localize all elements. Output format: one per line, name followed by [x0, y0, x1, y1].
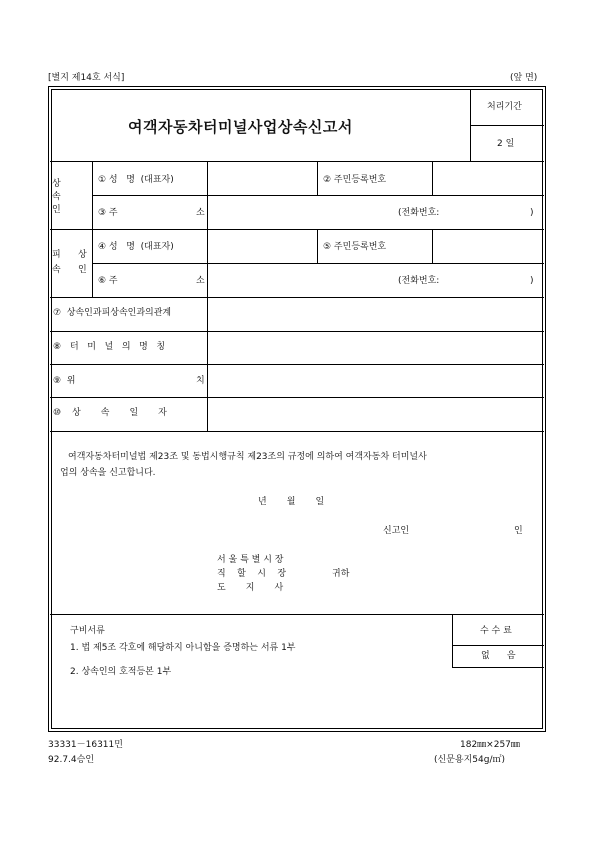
inheritor-label-2: 속 [52, 192, 61, 202]
decedent-phone-close: ) [530, 276, 534, 286]
inheritor-address-label-end: 소 [196, 208, 205, 218]
terminal-name-number: ⑧ [53, 342, 62, 352]
fee-label: 수 수 료 [480, 626, 512, 636]
authority-seoul: 서 울 특 별 시 장 [217, 555, 284, 565]
decedent-label-2: 속 [52, 265, 61, 275]
addressee: 귀하 [332, 569, 350, 579]
decedent-id-label: ⑤ 주민등록번호 [323, 242, 387, 252]
authority-province: 도 지 사 [217, 583, 284, 593]
processing-period-label: 처리기간 [487, 102, 522, 112]
relation-label: ⑦ 상속인과피상속인과의관계 [53, 308, 172, 318]
decedent-address-label-end: 소 [196, 276, 205, 286]
page-side-label: (앞 면) [510, 73, 538, 83]
decedent-address-label: ⑥ 주 [98, 276, 118, 286]
inheritor-address-label: ③ 주 [98, 208, 118, 218]
inheritance-date-number: ⑩ [53, 408, 62, 418]
form-number: [별지 제14호 서식] [48, 73, 125, 83]
form-title: 여객자동차터미널사업상속신고서 [128, 118, 353, 136]
report-date: 년 월 일 [258, 497, 325, 507]
paper-size: 182㎜×257㎜ [460, 740, 520, 750]
reporter-label: 신고인 [383, 526, 410, 536]
required-document-2: 2. 상속인의 호적등본 1부 [70, 667, 172, 677]
decedent-label-4: 인 [78, 265, 87, 275]
approval-date: 92.7.4승인 [48, 755, 95, 765]
paper-spec: (신문용지54g/㎡) [434, 755, 505, 765]
location-label: ⑨ 위 [53, 376, 76, 386]
statement-line-1: 여객자동차터미널법 제23조 및 동법시행규칙 제23조의 규정에 의하여 여객자동차 터미널사 [68, 452, 427, 462]
seal-mark: 인 [514, 526, 523, 536]
decedent-phone-label: (전화번호: [398, 276, 440, 286]
required-documents-title: 구비서류 [70, 626, 105, 636]
inheritor-label-1: 상 [52, 179, 61, 189]
fee-value: 없 음 [481, 651, 516, 661]
decedent-label-1: 피 [52, 250, 61, 260]
required-document-1: 1. 법 제5조 각호에 해당하지 아니함을 증명하는 서류 1부 [70, 643, 296, 653]
inheritor-id-label: ② 주민등록번호 [323, 175, 387, 185]
inheritor-label-3: 인 [52, 205, 61, 215]
location-label-end: 치 [196, 376, 205, 386]
decedent-label-3: 상 [78, 250, 87, 260]
inheritor-phone-label: (전화번호: [398, 208, 440, 218]
authority-city: 직 할 시 장 [217, 569, 287, 579]
inheritor-name-label: ① 성 명 (대표자) [98, 175, 174, 185]
decedent-name-label: ④ 성 명 (대표자) [98, 242, 174, 252]
inheritance-date-label: 상 속 일 자 [72, 408, 167, 418]
inheritor-phone-close: ) [530, 208, 534, 218]
processing-period-value: 2 일 [497, 139, 515, 149]
terminal-name-label: 터 미 널 의 명 칭 [70, 342, 166, 352]
statement-line-2: 업의 상속을 신고합니다. [60, 468, 156, 478]
form-code: 33331－16311민 [48, 740, 123, 750]
